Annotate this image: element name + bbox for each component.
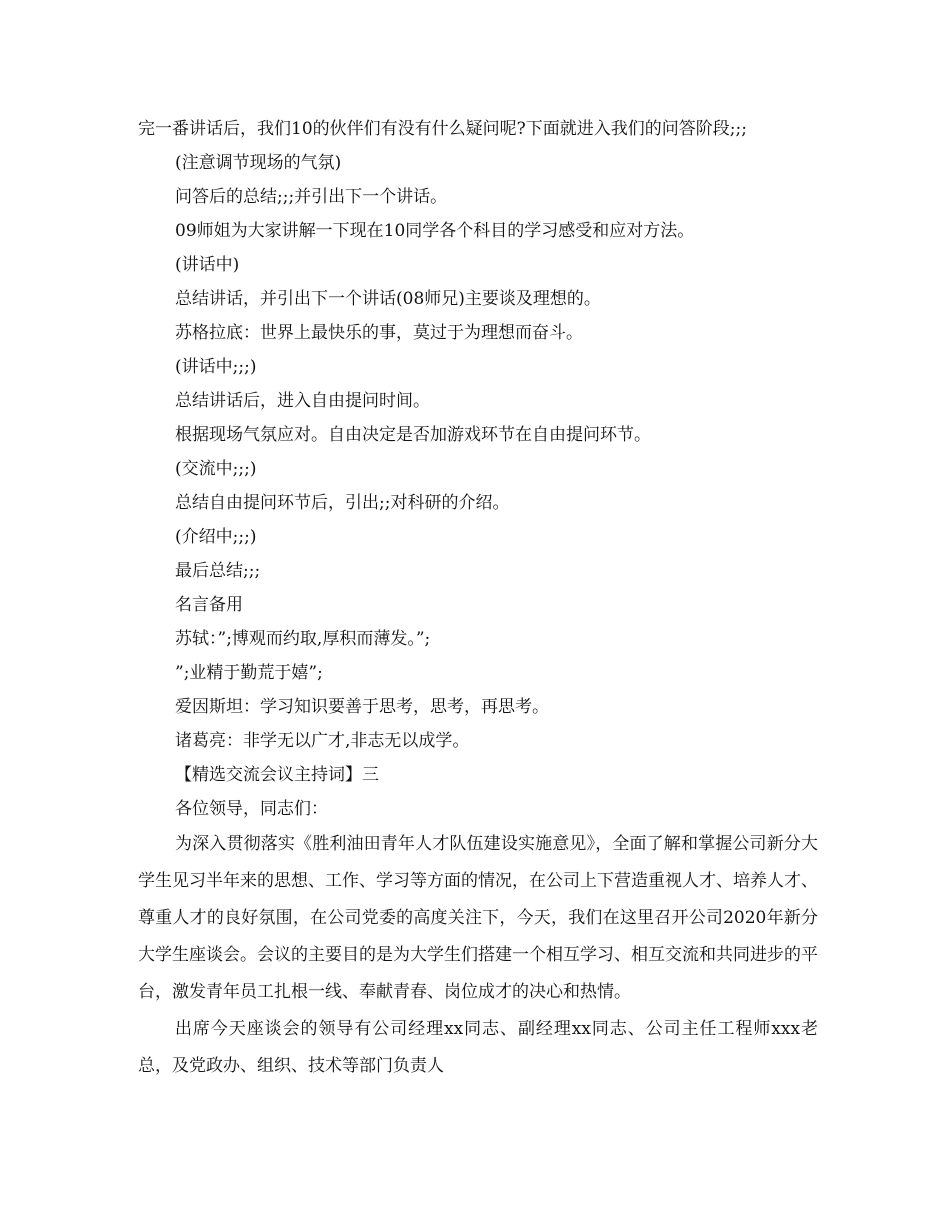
text-line: ”;业精于勤荒于嬉”; <box>175 663 323 683</box>
paragraph: 为深入贯彻落实《胜利油田青年人才队伍建设实施意见》，全面了解和掌握公司新分大学生见习半年来的思想、工作、学习等方面的情况，在公司上下营造重视人才、培养人才、尊重人才的良好氛围，在公司党委的高度关注下，今天，我们在这里召开公司2020年新分大学生座谈会。会议的主要目的是为大学生们搭建一个相互学习、相互交流和共同进步的平台，激发青年员工扎根一线、奉献青春、岗位成才的决心和热情。 <box>138 834 818 1002</box>
text-line: 爱因斯坦：学习知识要善于思考，思考，再思考。 <box>175 697 549 717</box>
text-line: 问答后的总结;;;并引出下一个讲话。 <box>175 187 448 207</box>
text-line-intro: 完一番讲话后，我们10的伙伴们有没有什么疑问呢?下面就进入我们的问答阶段;;; <box>138 119 747 139</box>
text-line: (介绍中;;;) <box>175 527 257 547</box>
text-line: 总结自由提问环节后，引出;;对科研的介绍。 <box>175 493 510 513</box>
text-line: 根据现场气氛应对。自由决定是否加游戏环节在自由提问环节。 <box>175 425 651 445</box>
text-line: 诸葛亮：非学无以广才,非志无以成学。 <box>175 731 470 751</box>
salutation: 各位领导，同志们： <box>175 799 328 819</box>
text-line: 名言备用 <box>175 595 243 615</box>
text-line: 总结讲话后，进入自由提问时间。 <box>175 391 430 411</box>
paragraph: 出席今天座谈会的领导有公司经理xx同志、副经理xx同志、公司主任工程师xxx老总，及党政办、组织、技术等部门负责人 <box>138 1019 818 1076</box>
text-line: (讲话中) <box>175 255 240 275</box>
text-line: (讲话中;;;) <box>175 357 257 377</box>
text-line: 最后总结;;; <box>175 561 261 581</box>
text-line: 总结讲话，并引出下一个讲话(08师兄)主要谈及理想的。 <box>175 289 601 309</box>
text-line: (交流中;;;) <box>175 459 257 479</box>
text-lines <box>138 146 818 826</box>
text-line: 苏轼：”;博观而约取,厚积而薄发。”; <box>175 629 431 649</box>
text-line: 苏格拉底：世界上最快乐的事，莫过于为理想而奋斗。 <box>175 323 583 343</box>
section-heading: 【精选交流会议主持词】三 <box>175 765 379 785</box>
text-line: (注意调节现场的气氛) <box>175 153 342 173</box>
document-body <box>138 112 818 1085</box>
text-line: 09师姐为大家讲解一下现在10同学各个科目的学习感受和应对方法。 <box>175 221 695 241</box>
